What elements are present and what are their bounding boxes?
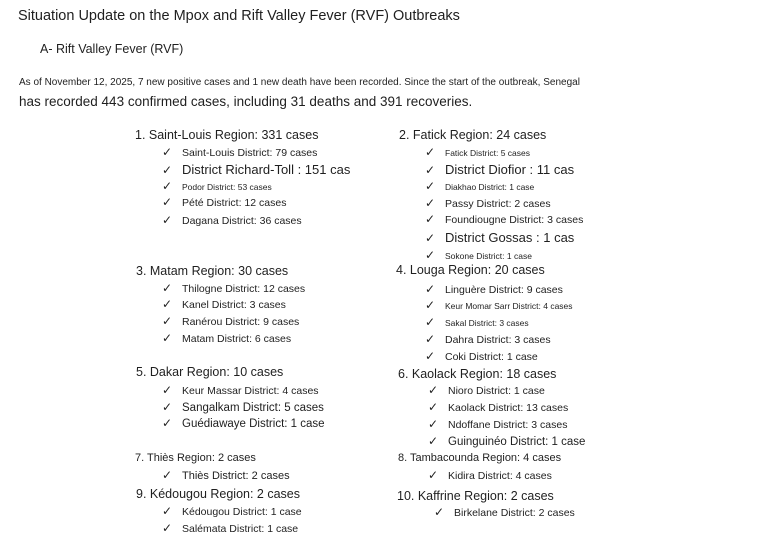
check-mark-icon: ✓ [425,196,436,210]
district-item [162,331,291,345]
check-mark-icon: ✓ [428,434,439,448]
district-label: Pété District: 12 cases [182,197,287,209]
district-label: Kaolack District: 13 cases [448,402,569,414]
check-mark-icon: ✓ [428,417,439,431]
district-item [425,230,574,245]
district-label: Salémata District: 1 case [182,523,299,535]
district-item [162,383,319,397]
district-item [428,468,552,482]
district-label: Keur Momar Sarr District: 4 cases [445,301,573,311]
district-item [162,195,286,209]
district-label: Ranérou District: 9 cases [182,316,300,328]
check-mark-icon: ✓ [162,400,173,414]
check-mark-icon: ✓ [162,179,173,193]
district-item [162,314,299,328]
district-item [428,434,585,448]
check-mark-icon: ✓ [162,383,173,397]
district-label: Fatick District: 5 cases [445,148,531,158]
district-item [428,383,545,397]
district-label: Passy District: 2 cases [445,198,551,210]
check-mark-icon: ✓ [425,349,436,363]
region-heading: 4. Louga Region: 20 cases [396,263,545,277]
district-item [428,417,567,431]
check-mark-icon: ✓ [162,281,173,295]
district-item [425,332,551,346]
region-heading: 5. Dakar Region: 10 cases [136,365,284,379]
region-heading: 6. Kaolack Region: 18 cases [398,367,557,381]
district-item [162,416,325,430]
check-mark-icon: ✓ [425,315,436,329]
check-mark-icon: ✓ [425,248,436,262]
check-mark-icon: ✓ [428,468,439,482]
check-mark-icon: ✓ [425,212,436,226]
region-heading: 1. Saint-Louis Region: 331 cases [135,128,319,142]
district-label: District Gossas : 1 cas [445,230,575,245]
district-item [162,297,286,311]
district-item [425,212,583,226]
district-item [162,179,272,193]
check-mark-icon: ✓ [425,332,436,346]
check-mark-icon: ✓ [425,298,436,312]
check-mark-icon: ✓ [162,416,173,430]
check-mark-icon: ✓ [162,521,173,535]
district-label: Thiès District: 2 cases [182,470,290,482]
district-label: Sokone District: 1 case [445,251,532,261]
district-label: Guédiawaye District: 1 case [182,418,325,430]
district-item [425,248,532,262]
check-mark-icon: ✓ [425,231,436,245]
district-item [162,145,317,159]
check-mark-icon: ✓ [428,400,439,414]
district-label: Nioro District: 1 case [448,385,545,397]
district-label: Kédougou District: 1 case [182,506,302,518]
district-label: Dahra District: 3 cases [445,334,551,346]
check-mark-icon: ✓ [425,145,436,159]
check-mark-icon: ✓ [425,163,436,177]
region-heading: 9. Kédougou Region: 2 cases [136,487,301,501]
district-item [425,349,538,363]
district-item [425,162,574,177]
region-heading: 8. Tambacounda Region: 4 cases [398,452,562,464]
district-label: Sangalkam District: 5 cases [182,402,324,414]
intro-text-line-2: has recorded 443 confirmed cases, including 31 deaths and 391 recoveries. [19,94,473,109]
district-label: Birkelane District: 2 cases [454,507,575,519]
district-item [428,400,568,414]
district-label: Thilogne District: 12 cases [182,283,306,295]
district-item [425,315,529,329]
document-title: Situation Update on the Mpox and Rift Valley Fever (RVF) Outbreaks [18,8,460,24]
check-mark-icon: ✓ [425,282,436,296]
district-label: Keur Massar District: 4 cases [182,385,319,397]
check-mark-icon: ✓ [162,468,173,482]
district-item [162,400,324,414]
district-item [425,179,534,193]
district-item [162,213,302,227]
district-label: Foundiougne District: 3 cases [445,214,584,226]
district-item [425,282,563,296]
district-item [425,196,551,210]
district-label: Sakal District: 3 cases [445,318,529,328]
intro-text-line-1: As of November 12, 2025, 7 new positive cases and 1 new death have been recorded. Since the start of the outbreak, Senegal [19,77,580,88]
district-item [162,281,305,295]
district-item [162,468,290,482]
district-item [425,298,573,312]
check-mark-icon: ✓ [162,297,173,311]
section-heading: A- Rift Valley Fever (RVF) [40,42,184,56]
district-label: Matam District: 6 cases [182,333,292,345]
district-item [434,505,575,519]
check-mark-icon: ✓ [162,331,173,345]
check-mark-icon: ✓ [425,179,436,193]
district-label: Kanel District: 3 cases [182,299,286,311]
district-label: District Diofior : 11 cas [445,162,575,177]
district-item [162,521,298,535]
district-item [425,145,530,159]
district-label: Saint-Louis District: 79 cases [182,147,318,159]
check-mark-icon: ✓ [428,383,439,397]
region-heading: 2. Fatick Region: 24 cases [399,128,547,142]
district-label: Ndoffane District: 3 cases [448,419,568,431]
region-heading: 10. Kaffrine Region: 2 cases [397,489,554,503]
district-label: Dagana District: 36 cases [182,215,302,227]
district-label: Coki District: 1 case [445,351,538,363]
district-label: Linguère District: 9 cases [445,284,563,296]
check-mark-icon: ✓ [434,505,445,519]
district-label: Diakhao District: 1 case [445,182,535,192]
check-mark-icon: ✓ [162,504,173,518]
check-mark-icon: ✓ [162,195,173,209]
district-label: Podor District: 53 cases [182,182,272,192]
check-mark-icon: ✓ [162,314,173,328]
check-mark-icon: ✓ [162,213,173,227]
district-label: Guinguinéo District: 1 case [448,436,586,448]
district-label: Kidira District: 4 cases [448,470,552,482]
region-heading: 7. Thiès Region: 2 cases [135,452,256,464]
district-item [162,162,350,177]
check-mark-icon: ✓ [162,163,173,177]
region-heading: 3. Matam Region: 30 cases [136,264,289,278]
district-label: District Richard-Toll : 151 cas [182,162,351,177]
district-item [162,504,302,518]
check-mark-icon: ✓ [162,145,173,159]
